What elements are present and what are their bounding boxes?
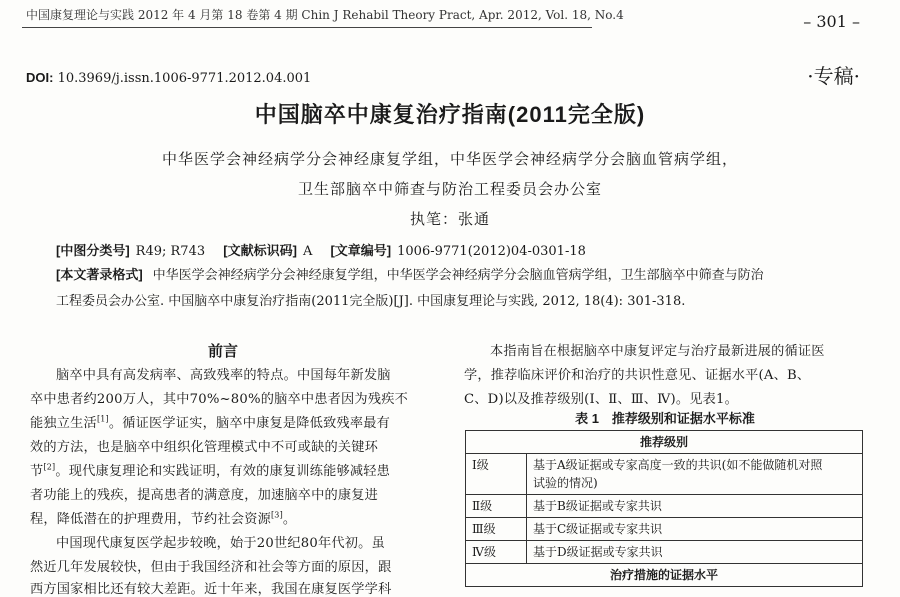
level-cell: Ⅱ级: [466, 495, 527, 518]
body-line: 效的方法，也是脑卒中组织化管理模式中不可或缺的关键环: [30, 440, 379, 455]
article-title: 中国脑卒中康复治疗指南(2011完全版): [254, 102, 646, 127]
desc-cell: 基于B级证据或专家共识: [527, 495, 863, 518]
journal-header: 中国康复理论与实践 2012 年 4 月第 18 卷第 4 期 Chin J Rehabil Theory Pract, Apr. 2012, Vol. 18, No.4: [26, 8, 624, 22]
desc-cell: 基于D级证据或专家共识: [527, 541, 863, 564]
table-row: [466, 541, 863, 564]
authors-line-2: 卫生部脑卒中筛查与防治工程委员会办公室: [297, 180, 602, 198]
author-writer: 执笔：张通: [409, 210, 490, 228]
body-line: 能独立生活[1]。循证医学证实，脑卒中康复是降低致残率最有: [30, 414, 391, 431]
doc-code-label: [文献标识码]: [223, 243, 297, 258]
page-number: – 301 –: [803, 12, 860, 31]
clc-value: R49; R743: [135, 244, 206, 259]
level-cell: Ⅰ级: [466, 454, 527, 495]
article-no-value: 1006-9771(2012)04-0301-18: [397, 244, 586, 259]
body-line: 然近几年发展较快，但由于我国经济和社会等方面的原因，跟: [30, 560, 392, 575]
section-heading-preface: 前言: [207, 343, 238, 360]
ref-3[interactable]: [3]: [270, 510, 283, 520]
recommendation-table: [465, 430, 863, 587]
article-no-label: [文章编号]: [330, 243, 392, 258]
body-line: 程，降低潜在的护理费用，节约社会资源[3]。: [30, 510, 297, 527]
doc-code-value: A: [302, 244, 313, 259]
ref-1[interactable]: [1]: [96, 414, 109, 424]
body-line: 脑卒中具有高发病率、高致残率的特点。中国每年新发脑: [56, 368, 391, 383]
body-line: 中国现代康复医学起步较晚，始于20世纪80年代初。虽: [56, 536, 385, 551]
table-row: [466, 518, 863, 541]
doi: [26, 70, 311, 86]
desc-cell: 基于A级证据或专家高度一致的共识(如不能做随机对照 试验的情况): [527, 454, 863, 495]
citation-line-2: 工程委员会办公室. 中国脑卒中康复治疗指南(2011完全版)[J]. 中国康复理论与实践, 2012, 18(4): 301-318.: [56, 294, 686, 309]
body-line: C、D)以及推荐级别(Ⅰ、Ⅱ、Ⅲ、Ⅳ)。见表1。: [464, 392, 738, 407]
level-cell: Ⅳ级: [466, 541, 527, 564]
body-line: 节[2]。现代康复理论和实践证明，有效的康复训练能够减轻患: [30, 462, 391, 479]
table-header-evidence: 治疗措施的证据水平: [466, 564, 863, 587]
table-caption: 表 1 推荐级别和证据水平标准: [575, 411, 755, 426]
header-rule: [22, 27, 592, 28]
body-line: 者功能上的残疾，提高患者的满意度，加速脑卒中的康复进: [30, 488, 379, 503]
table-row: [466, 454, 863, 495]
table-row: [466, 495, 863, 518]
clc-label: [中图分类号]: [56, 243, 130, 258]
citation-line-1: [56, 264, 764, 283]
body-line: 卒中患者约200万人，其中70%~80%的脑卒中患者因为残疾不: [30, 392, 408, 407]
citation-text-1: 中华医学会神经病学分会神经康复学组，中华医学会神经病学分会脑血管病学组，卫生部脑卒中筛查与防治: [152, 268, 764, 283]
doi-label: DOI:: [26, 70, 54, 85]
classification-line: [56, 240, 600, 259]
citation-label: [本文著录格式]: [56, 267, 143, 282]
table-header-recommendation: 推荐级别: [466, 431, 863, 454]
desc-cell: 基于C级证据或专家共识: [527, 518, 863, 541]
section-label: ·专稿·: [807, 64, 860, 88]
body-line: 本指南旨在根据脑卒中康复评定与治疗最新进展的循证医: [490, 344, 825, 359]
body-line: 学，推荐临床评价和治疗的共识性意见、证据水平(A、B、: [464, 368, 811, 383]
doi-value: 10.3969/j.issn.1006-9771.2012.04.001: [57, 71, 312, 86]
body-line: 西方国家相比还有较大差距。近十年来，我国在康复医学学科: [30, 582, 392, 597]
level-cell: Ⅲ级: [466, 518, 527, 541]
authors-line-1: 中华医学会神经病学分会神经康复学组，中华医学会神经病学分会脑血管病学组，: [161, 150, 738, 168]
ref-2[interactable]: [2]: [43, 462, 56, 472]
